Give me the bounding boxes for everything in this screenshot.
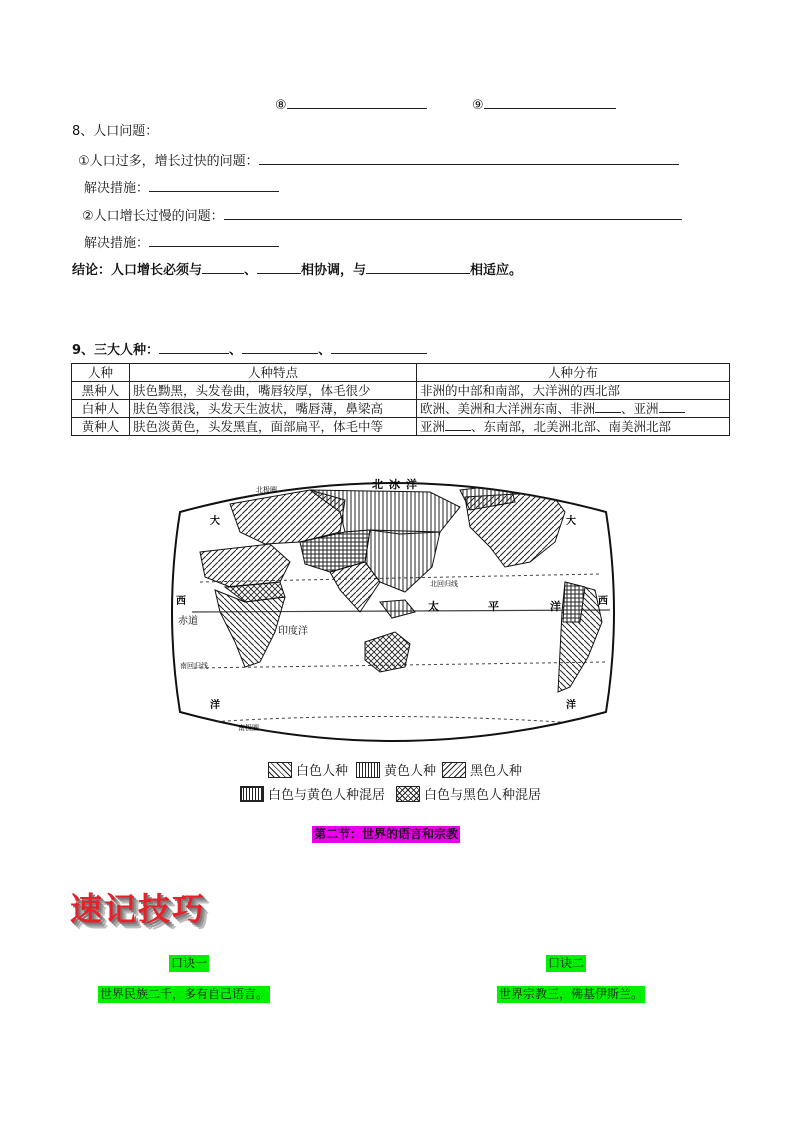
answer-blank[interactable] [257, 260, 301, 274]
race-distribution [417, 382, 730, 400]
q8-problem-2 [82, 206, 682, 225]
q9-sep: 、 [229, 343, 243, 358]
legend-label-white: 白色人种 [296, 764, 349, 779]
race-distribution [417, 400, 730, 418]
q9-sep: 、 [318, 343, 332, 358]
legend-swatch-white-yellow [240, 786, 264, 802]
answer-blank[interactable] [242, 340, 318, 354]
q8-problem-1-label: ①人口过多，增长过快的问题： [78, 154, 259, 169]
answer-blank[interactable] [595, 400, 621, 413]
legend-label-yellow: 黄色人种 [384, 764, 437, 779]
race-traits: 肤色等很浅，头发天生波状，嘴唇薄，鼻梁高 [130, 400, 417, 418]
answer-blank[interactable] [331, 340, 427, 354]
blank-8 [275, 95, 427, 114]
label-yang-right: 洋 [566, 700, 576, 711]
label-arctic-ocean: 北冰洋 [372, 478, 423, 491]
race-distribution [417, 418, 730, 436]
distribution-text: 、东南部，北美洲北部、南美洲北部 [471, 419, 672, 434]
legend-swatch-white [268, 762, 292, 778]
blank-9 [472, 95, 616, 114]
race-name: 白种人 [72, 400, 130, 418]
q8-problem-1 [78, 151, 679, 170]
legend-label-black: 黑色人种 [470, 764, 523, 779]
label-da-right: 大 [566, 516, 576, 527]
label-pacific-2: 平 [488, 600, 499, 613]
region-north-africa [200, 544, 290, 587]
legend-swatch-yellow [356, 762, 380, 778]
distribution-text: 亚洲 [420, 419, 446, 434]
answer-blank[interactable] [445, 418, 471, 431]
legend-black [442, 762, 522, 780]
q8-problem-2-label: ②人口增长过慢的问题： [82, 209, 224, 224]
label-xi-right: 西 [598, 596, 608, 607]
item-9-marker: ⑨ [472, 98, 484, 113]
answer-blank[interactable] [159, 340, 229, 354]
answer-blank[interactable] [259, 151, 679, 165]
table-row [72, 400, 730, 418]
label-pacific-3: 洋 [550, 600, 561, 613]
answer-blank[interactable] [149, 178, 279, 192]
q8-measure-1 [84, 178, 279, 197]
label-indian-ocean: 印度洋 [278, 626, 308, 637]
memory-tips-title: 速记技巧 [70, 890, 207, 928]
legend-white-black [396, 786, 541, 804]
q9-title-line [72, 340, 427, 359]
answer-blank[interactable] [149, 233, 279, 247]
legend-swatch-black [442, 762, 466, 778]
label-da-left: 大 [210, 516, 220, 527]
legend-white-yellow [240, 786, 385, 804]
label-tropic-north: 北回归线 [430, 580, 458, 588]
rhyme-1-text: 世界民族二千，多有自己语言。 [100, 987, 269, 1001]
table-row [72, 418, 730, 436]
conclusion-sep: 、 [244, 263, 258, 278]
label-equator: 赤道 [178, 616, 198, 627]
conclusion-part-a: 结论：人口增长必须与 [72, 263, 203, 278]
answer-blank[interactable] [224, 206, 682, 220]
legend-yellow [356, 762, 436, 780]
item-8-marker: ⑧ [275, 98, 287, 113]
label-tropic-south: 南回归线 [180, 662, 208, 670]
legend-label-white-black: 白色与黑色人种混居 [424, 788, 542, 803]
rhyme-2-text: 世界宗教三，佛基伊斯兰。 [499, 987, 644, 1001]
distribution-text: 、亚洲 [621, 401, 659, 416]
answer-blank[interactable] [484, 95, 616, 109]
distribution-text: 欧洲、美洲和大洋洲东南、非洲 [420, 401, 596, 416]
table-row [72, 382, 730, 400]
answer-blank[interactable] [366, 260, 470, 274]
race-table [71, 363, 730, 436]
legend-label-white-yellow: 白色与黄色人种混居 [268, 788, 386, 803]
race-name: 黄种人 [72, 418, 130, 436]
section-title: 第二节：世界的语言和宗教 [314, 827, 459, 841]
label-yang-left: 洋 [210, 700, 220, 711]
table-header-row [72, 364, 730, 382]
distribution-text: 非洲的中部和南部，大洋洲的西北部 [420, 383, 621, 398]
label-antarctic-circle: 南极圈 [238, 724, 259, 732]
q8-measure-2-label: 解决措施： [84, 236, 150, 251]
race-traits: 肤色淡黄色，头发黑直，面部扁平，体毛中等 [130, 418, 417, 436]
legend-swatch-white-black [396, 786, 420, 802]
answer-blank[interactable] [659, 400, 685, 413]
header-race: 人种 [72, 364, 130, 382]
header-distribution: 人种分布 [417, 364, 730, 382]
answer-blank[interactable] [287, 95, 427, 109]
label-arctic-circle: 北极圈 [256, 486, 277, 494]
conclusion-part-b: 相协调，与 [301, 263, 367, 278]
label-pacific-1: 太 [428, 600, 439, 613]
q8-measure-1-label: 解决措施： [84, 181, 150, 196]
world-race-map [170, 472, 616, 752]
q8-measure-2 [84, 233, 279, 252]
answer-blank[interactable] [202, 260, 244, 274]
rhyme-1-label: 口诀一 [171, 956, 208, 970]
race-traits: 肤色黝黑，头发卷曲，嘴唇较厚，体毛很少 [130, 382, 417, 400]
legend-white [268, 762, 348, 780]
rhyme-2-label: 口诀二 [548, 956, 585, 970]
header-traits: 人种特点 [130, 364, 417, 382]
q9-title: 9、三大人种： [72, 343, 160, 358]
label-xi-left: 西 [176, 596, 186, 607]
q8-conclusion [72, 260, 522, 279]
conclusion-part-c: 相适应。 [470, 263, 523, 278]
q8-title: 8、人口问题： [72, 124, 159, 139]
race-name: 黑种人 [72, 382, 130, 400]
